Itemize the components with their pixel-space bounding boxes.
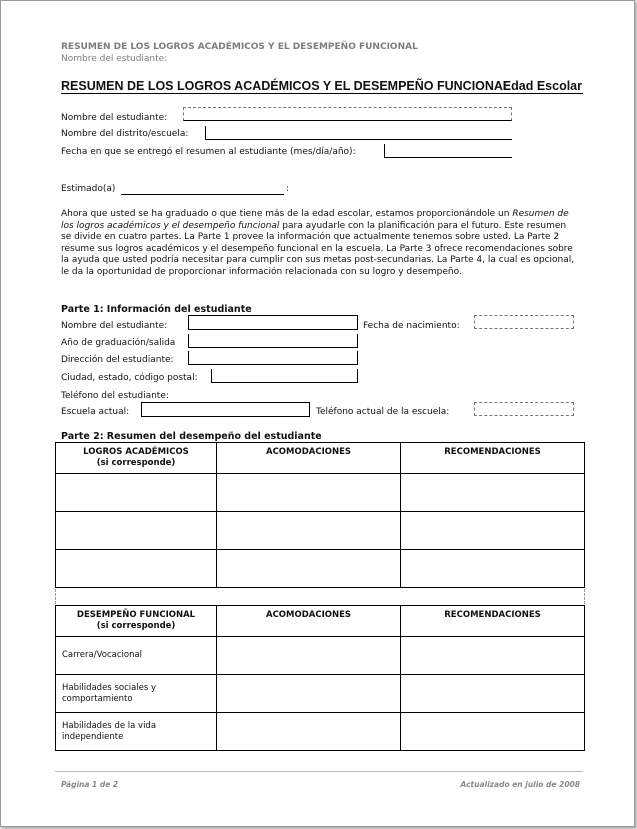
p1-birth-date-label: Fecha de nacimiento:: [363, 321, 460, 331]
table-cell[interactable]: [217, 675, 401, 713]
p1-current-school-field[interactable]: [141, 402, 310, 417]
table-row: [56, 474, 585, 512]
table-cell[interactable]: [217, 637, 401, 675]
intro-student-name-field[interactable]: [183, 107, 512, 121]
table-cell[interactable]: [401, 713, 585, 751]
accommodations-col-header: ACOMODACIONES: [217, 443, 401, 474]
footer-page-number: Página 1 de 2: [61, 780, 119, 789]
p1-birth-date-field[interactable]: [474, 315, 574, 329]
running-header-student-label: Nombre del estudiante:: [61, 54, 168, 64]
table-row: [56, 550, 585, 588]
functional-col-header-line2: (si corresponde): [96, 621, 176, 631]
academic-col-header-line1: LOGROS ACADÉMICOS: [83, 447, 189, 457]
table-cell[interactable]: [401, 675, 585, 713]
table-cell[interactable]: [217, 474, 401, 512]
p1-school-phone-label: Teléfono actual de la escuela:: [316, 407, 450, 417]
table-row: [56, 713, 585, 751]
title-rule: [61, 93, 583, 94]
row-label-social: Habilidades sociales y comportamiento: [56, 675, 217, 713]
running-header-title: RESUMEN DE LOS LOGROS ACADÉMICOS Y EL DESEMPEÑO FUNCIONAL: [61, 42, 418, 52]
table-cell[interactable]: [56, 550, 217, 588]
footer-rule: [55, 771, 583, 772]
table-row: [56, 675, 585, 713]
recommendations-col-header: RECOMENDACIONES: [401, 443, 585, 474]
intro-district-label: Nombre del distrito/escuela:: [61, 129, 189, 139]
intro-paragraph-part1: Ahora que usted se ha graduado o que tiene más de la edad escolar, estamos proporcionándole un: [61, 209, 513, 219]
p1-address-label: Dirección del estudiante:: [61, 355, 174, 365]
table-cell[interactable]: [217, 550, 401, 588]
table-cell[interactable]: [217, 512, 401, 550]
p1-grad-year-label: Año de graduación/salida: [61, 338, 176, 348]
p1-school-phone-field[interactable]: [474, 402, 574, 416]
table-cell[interactable]: [401, 637, 585, 675]
table-row: [56, 512, 585, 550]
table-spacer: [55, 589, 585, 604]
row-label-independent-living: Habilidades de la vida independiente: [56, 713, 217, 751]
functional-col-header: [56, 606, 217, 637]
part1-heading: Parte 1: Información del estudiante: [61, 304, 252, 315]
table-cell[interactable]: [56, 474, 217, 512]
p1-student-name-label: Nombre del estudiante:: [61, 321, 168, 331]
table-cell[interactable]: [217, 713, 401, 751]
page-title: RESUMEN DE LOS LOGROS ACADÉMICOS Y EL DESEMPEÑO FUNCIONAL: [61, 79, 511, 93]
row-label-career: Carrera/Vocacional: [56, 637, 217, 675]
p1-address-field[interactable]: [188, 351, 358, 365]
p1-city-field[interactable]: [211, 369, 358, 383]
p1-current-school-label: Escuela actual:: [61, 407, 130, 417]
p1-student-name-field[interactable]: [188, 315, 358, 330]
intro-date-field[interactable]: [384, 144, 512, 158]
intro-date-label: Fecha en que se entregó el resumen al estudiante (mes/día/año):: [61, 147, 356, 157]
salutation-label: Estimado(a): [61, 184, 116, 194]
intro-paragraph-italic: Resumen de los logros académicos y el desempeño funcional: [61, 209, 569, 231]
footer-updated: Actualizado en julio de 2008: [460, 780, 580, 789]
intro-paragraph-part2: para ayudarle con la planificación para el futuro. Este resumen se divide en cuatro partes. La Parte 1 provee la información que actualmente tenemos sobre usted. La Parte 2 resume sus logros académicos y el desempeño funcional en la escuela. La Parte 3 ofrece recomendaciones sobre la ayuda que usted podría necesitar para cumplir con sus metas post-secundarias. La Parte 4, la cual es opcional, le da la oportunidad de proporcionar información relacionada con su logro y desempeño.: [61, 220, 575, 277]
recommendations-col-header: RECOMENDACIONES: [401, 606, 585, 637]
intro-district-field[interactable]: [205, 126, 512, 140]
table-cell[interactable]: [401, 550, 585, 588]
academic-table-header: [56, 443, 585, 474]
functional-table-header: [56, 606, 585, 637]
table-cell[interactable]: [401, 512, 585, 550]
part2-heading: Parte 2: Resumen del desempeño del estudiante: [61, 431, 322, 442]
salutation-name-field[interactable]: [121, 194, 284, 195]
functional-col-header-line1: DESEMPEÑO FUNCIONAL: [76, 610, 196, 620]
p1-phone-label: Teléfono del estudiante:: [61, 391, 169, 401]
accommodations-col-header: ACOMODACIONES: [217, 606, 401, 637]
table-cell[interactable]: [56, 512, 217, 550]
table-row: [56, 637, 585, 675]
salutation-colon: :: [286, 184, 290, 194]
page-subtitle: Edad Escolar: [502, 79, 582, 93]
p1-city-label: Ciudad, estado, código postal:: [61, 373, 198, 383]
functional-table: [55, 605, 585, 751]
table-cell[interactable]: [401, 474, 585, 512]
academic-table: [55, 442, 585, 588]
intro-paragraph: [61, 209, 575, 278]
intro-student-name-label: Nombre del estudiante:: [61, 113, 168, 123]
academic-col-header-line2: (si corresponde): [96, 458, 176, 468]
p1-grad-year-field[interactable]: [188, 334, 358, 348]
academic-col-header: [56, 443, 217, 474]
